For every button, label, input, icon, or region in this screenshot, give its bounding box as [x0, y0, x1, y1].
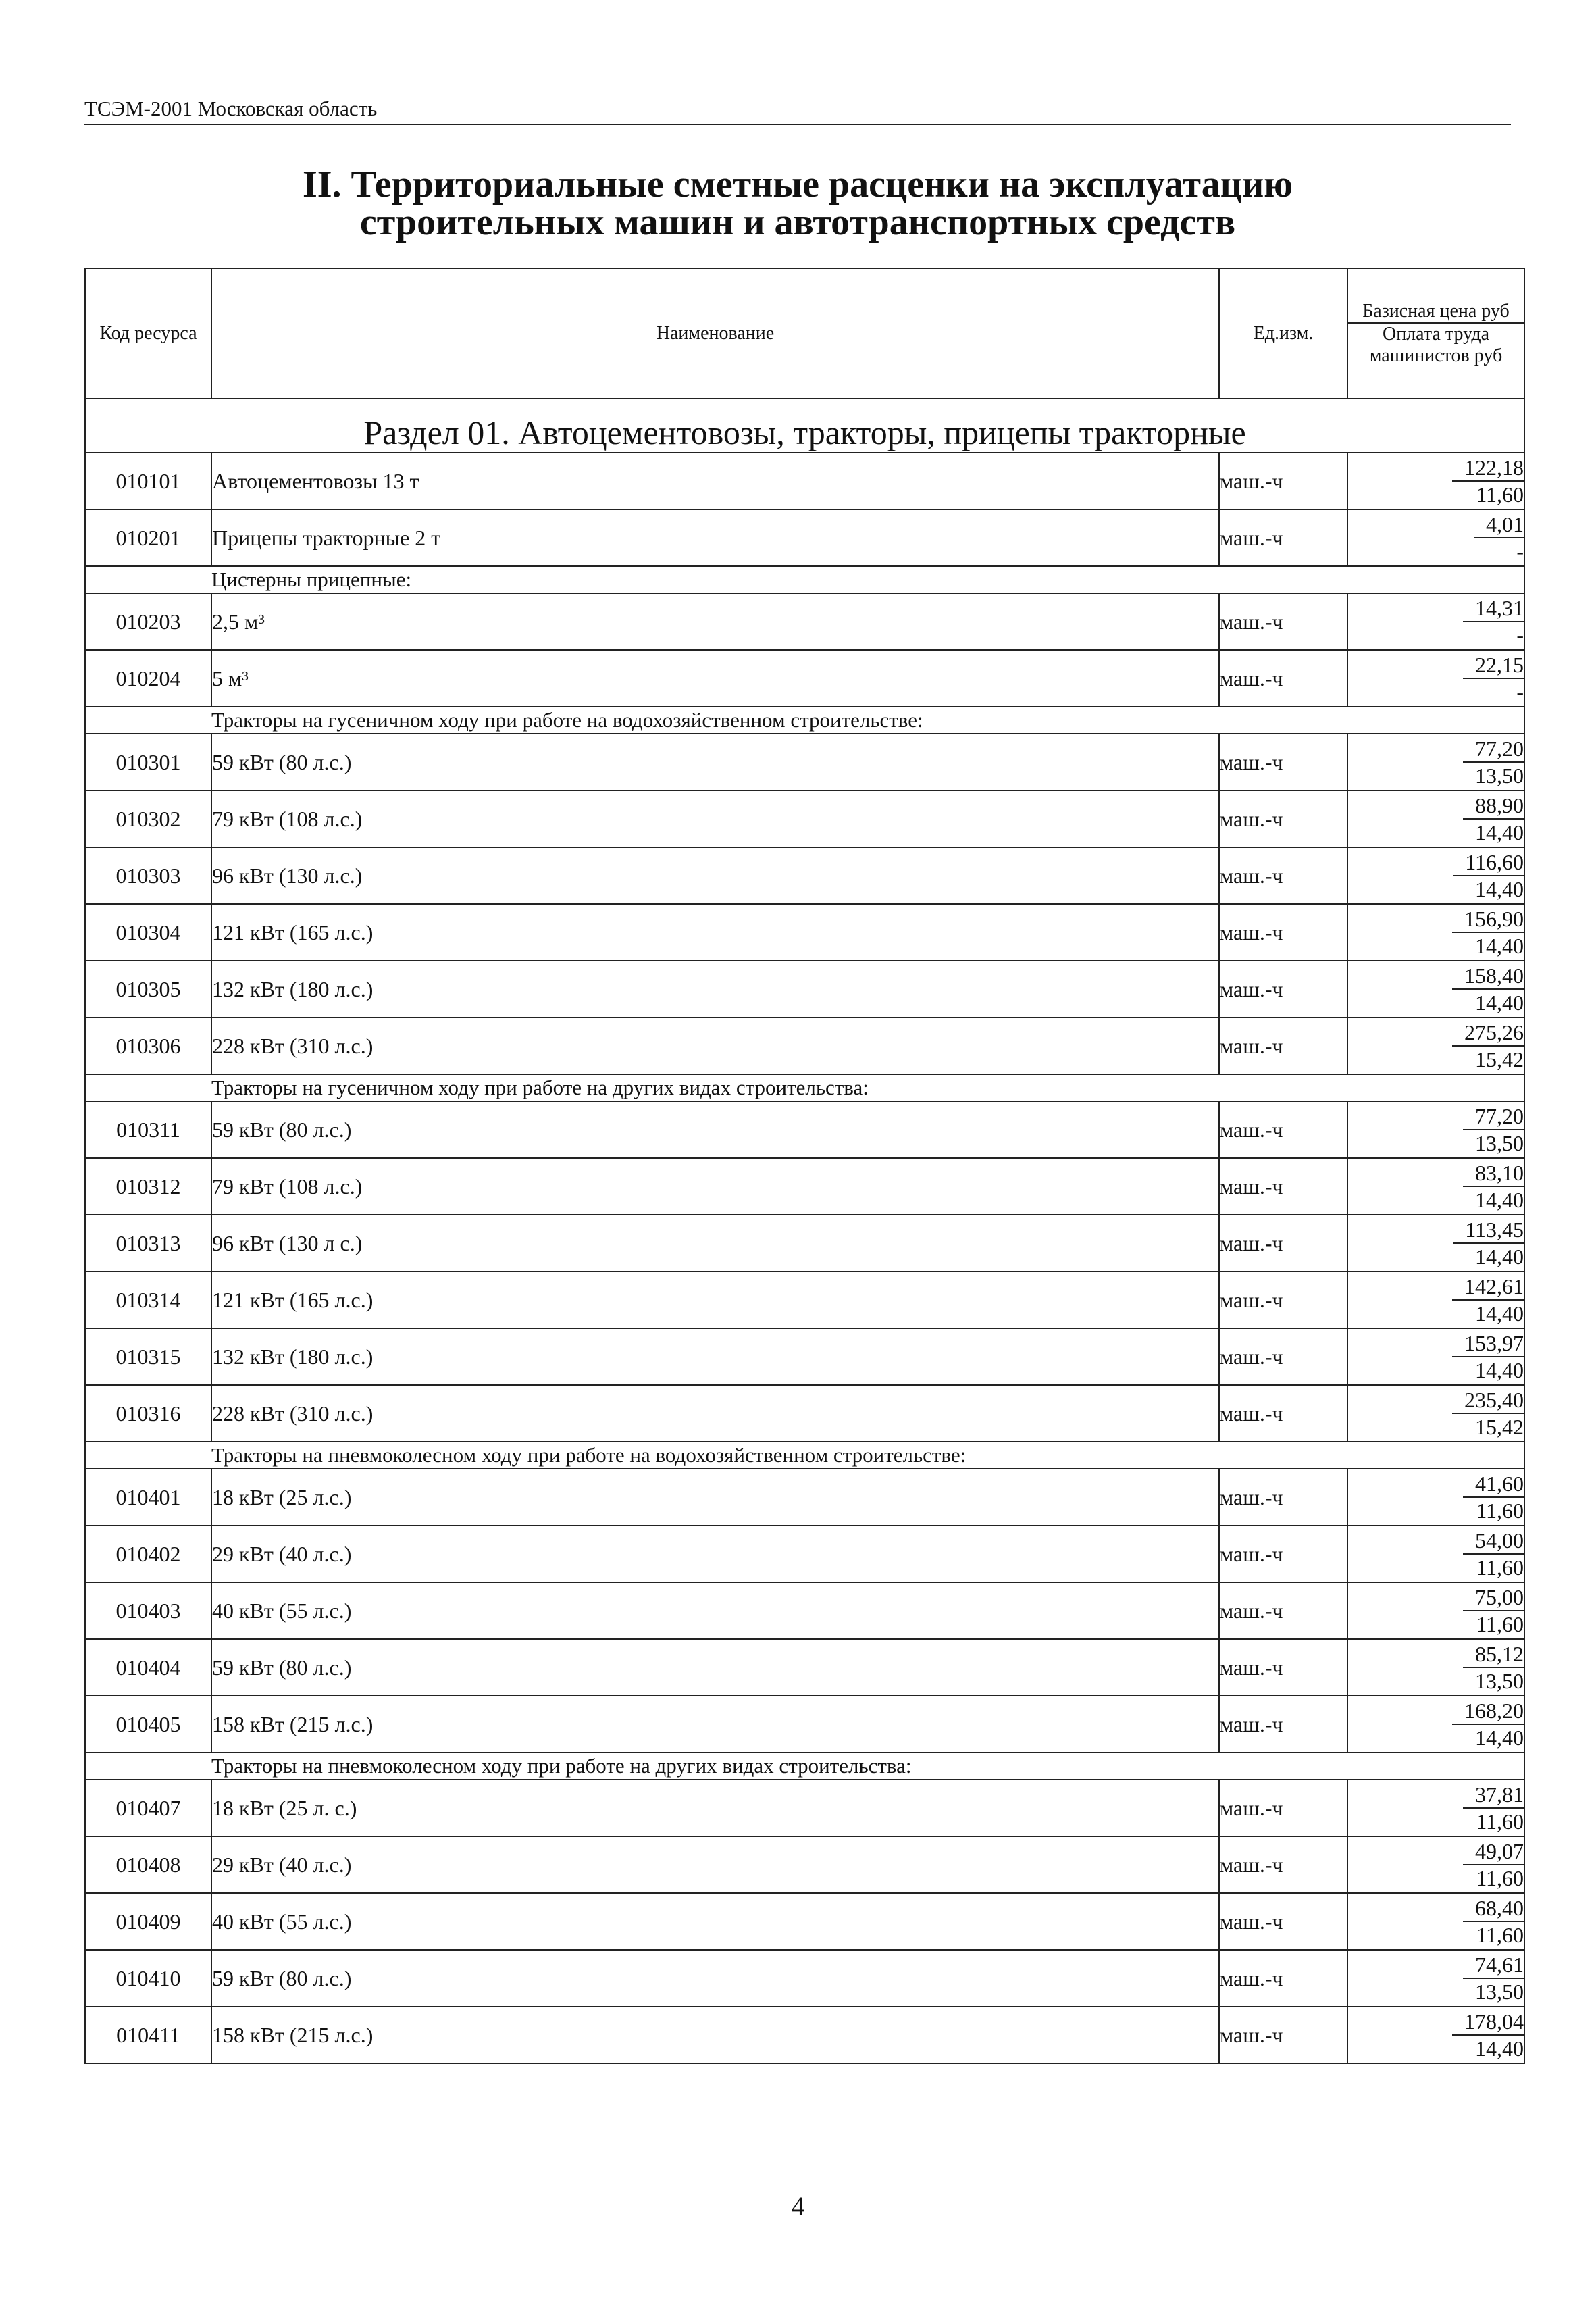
table-row: [85, 1780, 1524, 1836]
resource-code: 010306: [85, 1017, 211, 1074]
operator-wage: 13,50: [1475, 1669, 1524, 1693]
resource-code: 010407: [85, 1780, 211, 1836]
price-fraction: [1463, 1782, 1524, 1834]
operator-wage: 13,50: [1475, 1980, 1524, 2004]
table-row: [85, 1101, 1524, 1158]
group-code-cell: [85, 707, 211, 734]
price-fraction: [1463, 1471, 1524, 1524]
base-price: 68,40: [1463, 1895, 1524, 1922]
resource-name: 18 кВт (25 л.с.): [211, 1469, 1219, 1526]
price-fraction: [1463, 1103, 1524, 1156]
resource-code: 010302: [85, 790, 211, 847]
base-price: 22,15: [1463, 652, 1524, 679]
resource-price-cell: [1347, 2007, 1524, 2063]
operator-wage: 11,60: [1476, 1809, 1524, 1834]
operator-wage: 13,50: [1475, 1131, 1524, 1155]
price-fraction: [1463, 793, 1524, 845]
base-price: 83,10: [1463, 1160, 1524, 1187]
resource-price-cell: [1347, 1780, 1524, 1836]
resource-name: 158 кВт (215 л.с.): [211, 2007, 1219, 2063]
price-fraction: [1463, 652, 1524, 705]
resource-name: 228 кВт (310 л.с.): [211, 1017, 1219, 1074]
base-price: 41,60: [1463, 1471, 1524, 1498]
price-fraction: [1463, 1584, 1524, 1637]
resource-name: 59 кВт (80 л.с.): [211, 1950, 1219, 2007]
operator-wage: 14,40: [1475, 934, 1524, 958]
base-price: 235,40: [1452, 1387, 1524, 1414]
resource-name: 2,5 м³: [211, 593, 1219, 650]
group-row: [85, 1753, 1524, 1780]
resource-name: 121 кВт (165 л.с.): [211, 904, 1219, 961]
resource-name: 29 кВт (40 л.с.): [211, 1836, 1219, 1893]
price-fraction: [1452, 906, 1524, 959]
operator-wage: -: [1516, 539, 1524, 563]
section-row: [85, 399, 1524, 453]
price-fraction: [1463, 1160, 1524, 1213]
base-price: 153,97: [1452, 1330, 1524, 1357]
resource-code: 010403: [85, 1582, 211, 1639]
price-fraction: [1453, 849, 1524, 902]
group-title: Тракторы на пневмоколесном ходу при работе на других видах строительства:: [211, 1753, 1524, 1780]
operator-wage: 15,42: [1475, 1415, 1524, 1439]
resource-name: 132 кВт (180 л.с.): [211, 961, 1219, 1017]
resource-code: 010301: [85, 734, 211, 790]
resource-unit: маш.-ч: [1219, 1639, 1347, 1696]
resource-price-cell: [1347, 1017, 1524, 1074]
table-row: [85, 1526, 1524, 1582]
resource-name: 59 кВт (80 л.с.): [211, 734, 1219, 790]
table-row: [85, 790, 1524, 847]
resource-unit: маш.-ч: [1219, 1526, 1347, 1582]
resource-name: 96 кВт (130 л с.): [211, 1215, 1219, 1272]
resource-code: 010204: [85, 650, 211, 707]
resource-name: 132 кВт (180 л.с.): [211, 1328, 1219, 1385]
table-row: [85, 1696, 1524, 1753]
base-price: 88,90: [1463, 793, 1524, 820]
resource-unit: маш.-ч: [1219, 2007, 1347, 2063]
resource-unit: маш.-ч: [1219, 650, 1347, 707]
table-row: [85, 1272, 1524, 1328]
base-price: 116,60: [1453, 849, 1524, 876]
price-fraction: [1463, 1952, 1524, 2005]
table-body: [85, 399, 1524, 2063]
operator-wage: -: [1516, 623, 1524, 647]
price-fraction: [1452, 455, 1524, 507]
price-fraction: [1463, 1838, 1524, 1891]
resource-code: 010401: [85, 1469, 211, 1526]
resource-name: 59 кВт (80 л.с.): [211, 1101, 1219, 1158]
table-row: [85, 1893, 1524, 1950]
resource-code: 010201: [85, 509, 211, 566]
operator-wage: 11,60: [1476, 482, 1524, 507]
page-number: 4: [791, 2191, 805, 2221]
resource-unit: маш.-ч: [1219, 1836, 1347, 1893]
resource-price-cell: [1347, 1469, 1524, 1526]
resource-unit: маш.-ч: [1219, 509, 1347, 566]
resource-code: 010313: [85, 1215, 211, 1272]
operator-wage: 14,40: [1475, 1726, 1524, 1750]
resource-unit: маш.-ч: [1219, 1272, 1347, 1328]
price-fraction: [1463, 1528, 1524, 1580]
col-header-price: [1347, 268, 1524, 399]
price-fraction: [1452, 2009, 1524, 2061]
resource-unit: маш.-ч: [1219, 734, 1347, 790]
resource-unit: маш.-ч: [1219, 1469, 1347, 1526]
group-title: Цистерны прицепные:: [211, 566, 1524, 593]
section-title: Раздел 01. Автоцементовозы, тракторы, прицепы тракторные: [363, 413, 1246, 451]
resource-price-cell: [1347, 1215, 1524, 1272]
resource-unit: маш.-ч: [1219, 1780, 1347, 1836]
group-title: Тракторы на гусеничном ходу при работе на водохозяйственном строительстве:: [211, 707, 1524, 734]
resource-name: 40 кВт (55 л.с.): [211, 1582, 1219, 1639]
resource-name: Автоцементовозы 13 т: [211, 453, 1219, 509]
resource-code: 010314: [85, 1272, 211, 1328]
base-price: 122,18: [1452, 455, 1524, 482]
table-row: [85, 1385, 1524, 1442]
operator-wage: 11,60: [1476, 1499, 1524, 1523]
resource-unit: маш.-ч: [1219, 1017, 1347, 1074]
price-fraction: [1463, 595, 1524, 648]
base-price: 168,20: [1452, 1698, 1524, 1725]
operator-wage: 11,60: [1476, 1555, 1524, 1580]
base-price: 4,01: [1474, 511, 1524, 538]
price-fraction: [1474, 511, 1524, 564]
base-price: 75,00: [1463, 1584, 1524, 1611]
resource-code: 010311: [85, 1101, 211, 1158]
resource-price-cell: [1347, 904, 1524, 961]
group-row: [85, 1442, 1524, 1469]
resource-price-cell: [1347, 1526, 1524, 1582]
col-header-price-top: Базисная цена руб: [1348, 301, 1524, 324]
price-fraction: [1463, 1641, 1524, 1694]
table-row: [85, 2007, 1524, 2063]
resource-price-cell: [1347, 593, 1524, 650]
resource-unit: маш.-ч: [1219, 1385, 1347, 1442]
operator-wage: 14,40: [1475, 1301, 1524, 1326]
table-row: [85, 593, 1524, 650]
base-price: 178,04: [1452, 2009, 1524, 2036]
table-row: [85, 1215, 1524, 1272]
group-code-cell: [85, 566, 211, 593]
col-header-price-bottom: Оплата труда машинистов руб: [1369, 323, 1503, 366]
resource-name: Прицепы тракторные 2 т: [211, 509, 1219, 566]
price-fraction: [1452, 1387, 1524, 1440]
resource-code: 010408: [85, 1836, 211, 1893]
resource-code: 010312: [85, 1158, 211, 1215]
table-row: [85, 1639, 1524, 1696]
table-row: [85, 904, 1524, 961]
operator-wage: 14,40: [1475, 990, 1524, 1015]
resource-price-cell: [1347, 1582, 1524, 1639]
price-fraction: [1452, 1698, 1524, 1751]
operator-wage: 14,40: [1475, 877, 1524, 901]
operator-wage: 11,60: [1476, 1612, 1524, 1636]
resource-price-cell: [1347, 509, 1524, 566]
resource-price-cell: [1347, 1893, 1524, 1950]
page-title-line-1: II. Территориальные сметные расценки на эксплуатацию: [302, 164, 1293, 205]
operator-wage: 14,40: [1475, 1188, 1524, 1212]
resource-price-cell: [1347, 790, 1524, 847]
base-price: 77,20: [1463, 736, 1524, 763]
table-row: [85, 1017, 1524, 1074]
price-fraction: [1452, 1330, 1524, 1383]
page-title: [84, 166, 1511, 241]
resource-unit: маш.-ч: [1219, 1696, 1347, 1753]
page-title-line-2: строительных машин и автотранспортных средств: [359, 201, 1236, 243]
table-row: [85, 509, 1524, 566]
resource-price-cell: [1347, 453, 1524, 509]
resource-unit: маш.-ч: [1219, 1158, 1347, 1215]
price-fraction: [1453, 1217, 1524, 1269]
base-price: 113,45: [1453, 1217, 1524, 1244]
col-header-unit: Ед.изм.: [1219, 268, 1347, 399]
section-title-cell: [85, 399, 1524, 453]
resource-price-cell: [1347, 1328, 1524, 1385]
resource-price-cell: [1347, 1101, 1524, 1158]
operator-wage: 15,42: [1475, 1047, 1524, 1072]
resource-unit: маш.-ч: [1219, 1893, 1347, 1950]
col-header-name: Наименование: [211, 268, 1219, 399]
operator-wage: 11,60: [1476, 1866, 1524, 1890]
price-fraction: [1452, 1020, 1524, 1072]
resource-price-cell: [1347, 1158, 1524, 1215]
operator-wage: -: [1516, 680, 1524, 704]
operator-wage: 14,40: [1475, 1358, 1524, 1382]
resource-name: 18 кВт (25 л. с.): [211, 1780, 1219, 1836]
resource-name: 79 кВт (108 л.с.): [211, 790, 1219, 847]
table-row: [85, 453, 1524, 509]
resource-unit: маш.-ч: [1219, 1582, 1347, 1639]
resource-price-cell: [1347, 1836, 1524, 1893]
operator-wage: 13,50: [1475, 763, 1524, 788]
resource-code: 010316: [85, 1385, 211, 1442]
table-header-row: [85, 268, 1524, 399]
resource-name: 158 кВт (215 л.с.): [211, 1696, 1219, 1753]
resource-unit: маш.-ч: [1219, 1215, 1347, 1272]
resource-price-cell: [1347, 961, 1524, 1017]
resource-price-cell: [1347, 847, 1524, 904]
table-row: [85, 1950, 1524, 2007]
resource-price-cell: [1347, 1272, 1524, 1328]
resource-name: 40 кВт (55 л.с.): [211, 1893, 1219, 1950]
table-row: [85, 650, 1524, 707]
resource-name: 121 кВт (165 л.с.): [211, 1272, 1219, 1328]
col-header-code: Код ресурса: [85, 268, 211, 399]
resource-unit: маш.-ч: [1219, 1328, 1347, 1385]
resource-price-cell: [1347, 1639, 1524, 1696]
operator-wage: 11,60: [1476, 1923, 1524, 1947]
base-price: 54,00: [1463, 1528, 1524, 1555]
resource-code: 010303: [85, 847, 211, 904]
running-header-text: ТСЭМ-2001 Московская область: [84, 97, 378, 120]
resource-unit: маш.-ч: [1219, 593, 1347, 650]
resource-unit: маш.-ч: [1219, 790, 1347, 847]
base-price: 14,31: [1463, 595, 1524, 622]
table-row: [85, 734, 1524, 790]
table-row: [85, 1582, 1524, 1639]
resource-price-cell: [1347, 1950, 1524, 2007]
group-title: Тракторы на гусеничном ходу при работе на других видах строительства:: [211, 1074, 1524, 1101]
resource-unit: маш.-ч: [1219, 1950, 1347, 2007]
rates-table: [84, 268, 1525, 2064]
resource-unit: маш.-ч: [1219, 904, 1347, 961]
price-fraction: [1452, 963, 1524, 1015]
base-price: 77,20: [1463, 1103, 1524, 1130]
table-row: [85, 1158, 1524, 1215]
group-code-cell: [85, 1074, 211, 1101]
table-row: [85, 961, 1524, 1017]
group-code-cell: [85, 1753, 211, 1780]
resource-code: 010405: [85, 1696, 211, 1753]
resource-unit: маш.-ч: [1219, 453, 1347, 509]
resource-price-cell: [1347, 734, 1524, 790]
resource-name: 79 кВт (108 л.с.): [211, 1158, 1219, 1215]
resource-code: 010305: [85, 961, 211, 1017]
resource-name: 29 кВт (40 л.с.): [211, 1526, 1219, 1582]
table-row: [85, 1836, 1524, 1893]
table-row: [85, 1469, 1524, 1526]
base-price: 49,07: [1463, 1838, 1524, 1865]
base-price: 142,61: [1452, 1274, 1524, 1301]
group-code-cell: [85, 1442, 211, 1469]
resource-price-cell: [1347, 1696, 1524, 1753]
resource-code: 010411: [85, 2007, 211, 2063]
table-row: [85, 1328, 1524, 1385]
operator-wage: 14,40: [1475, 820, 1524, 845]
base-price: 37,81: [1463, 1782, 1524, 1809]
resource-name: 5 м³: [211, 650, 1219, 707]
resource-unit: маш.-ч: [1219, 961, 1347, 1017]
group-title: Тракторы на пневмоколесном ходу при работе на водохозяйственном строительстве:: [211, 1442, 1524, 1469]
table-row: [85, 847, 1524, 904]
operator-wage: 14,40: [1475, 1244, 1524, 1269]
resource-code: 010101: [85, 453, 211, 509]
resource-code: 010304: [85, 904, 211, 961]
resource-name: 228 кВт (310 л.с.): [211, 1385, 1219, 1442]
base-price: 85,12: [1463, 1641, 1524, 1668]
base-price: 275,26: [1452, 1020, 1524, 1047]
resource-name: 96 кВт (130 л.с.): [211, 847, 1219, 904]
price-fraction: [1452, 1274, 1524, 1326]
group-row: [85, 566, 1524, 593]
resource-price-cell: [1347, 1385, 1524, 1442]
price-fraction: [1463, 736, 1524, 788]
resource-code: 010203: [85, 593, 211, 650]
resource-name: 59 кВт (80 л.с.): [211, 1639, 1219, 1696]
resource-price-cell: [1347, 650, 1524, 707]
group-row: [85, 1074, 1524, 1101]
resource-code: 010409: [85, 1893, 211, 1950]
group-row: [85, 707, 1524, 734]
resource-unit: маш.-ч: [1219, 847, 1347, 904]
base-price: 156,90: [1452, 906, 1524, 933]
operator-wage: 14,40: [1475, 2036, 1524, 2061]
resource-code: 010410: [85, 1950, 211, 2007]
resource-code: 010404: [85, 1639, 211, 1696]
resource-unit: маш.-ч: [1219, 1101, 1347, 1158]
resource-code: 010315: [85, 1328, 211, 1385]
resource-code: 010402: [85, 1526, 211, 1582]
running-header: [84, 97, 1511, 125]
base-price: 158,40: [1452, 963, 1524, 990]
base-price: 74,61: [1463, 1952, 1524, 1979]
price-fraction: [1463, 1895, 1524, 1948]
